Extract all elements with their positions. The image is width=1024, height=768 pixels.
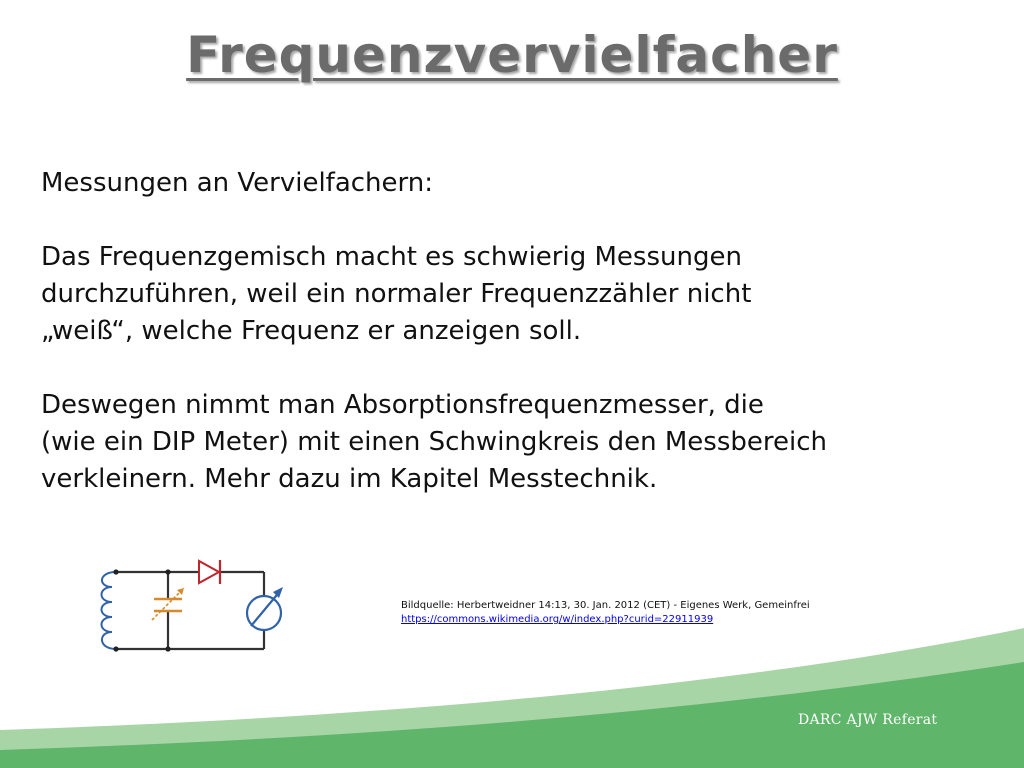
body-heading: Messungen an Vervielfachern: [41,168,434,198]
paragraph1-line2: durchzuführen, weil ein normaler Frequenzzähler nicht [41,279,752,309]
paragraph1-line1: Das Frequenzgemisch macht es schwierig Messungen [41,242,742,272]
decorative-wave [0,600,1024,768]
diode-icon [199,560,220,584]
image-source-link[interactable]: https://commons.wikimedia.org/w/index.php?curid=22911939 [401,614,714,625]
footer-label: DARC AJW Referat [798,712,938,728]
paragraph2-line2: (wie ein DIP Meter) mit einen Schwingkreis den Messbereich [41,427,827,457]
image-credit: Bildquelle: Herbertweidner 14:13, 30. Jan. 2012 (CET) - Eigenes Werk, Gemeinfrei [401,600,810,611]
paragraph1-line3: „weiß“, welche Frequenz er anzeigen soll. [41,316,582,346]
slide-title: Frequenzvervielfacher [186,26,838,84]
spacer [41,350,1001,387]
spacer [41,202,1001,239]
slide-body [41,165,1001,498]
paragraph2-line1: Deswegen nimmt man Absorptionsfrequenzmesser, die [41,390,764,420]
paragraph2-line3: verkleinern. Mehr dazu im Kapitel Messtechnik. [41,464,658,494]
